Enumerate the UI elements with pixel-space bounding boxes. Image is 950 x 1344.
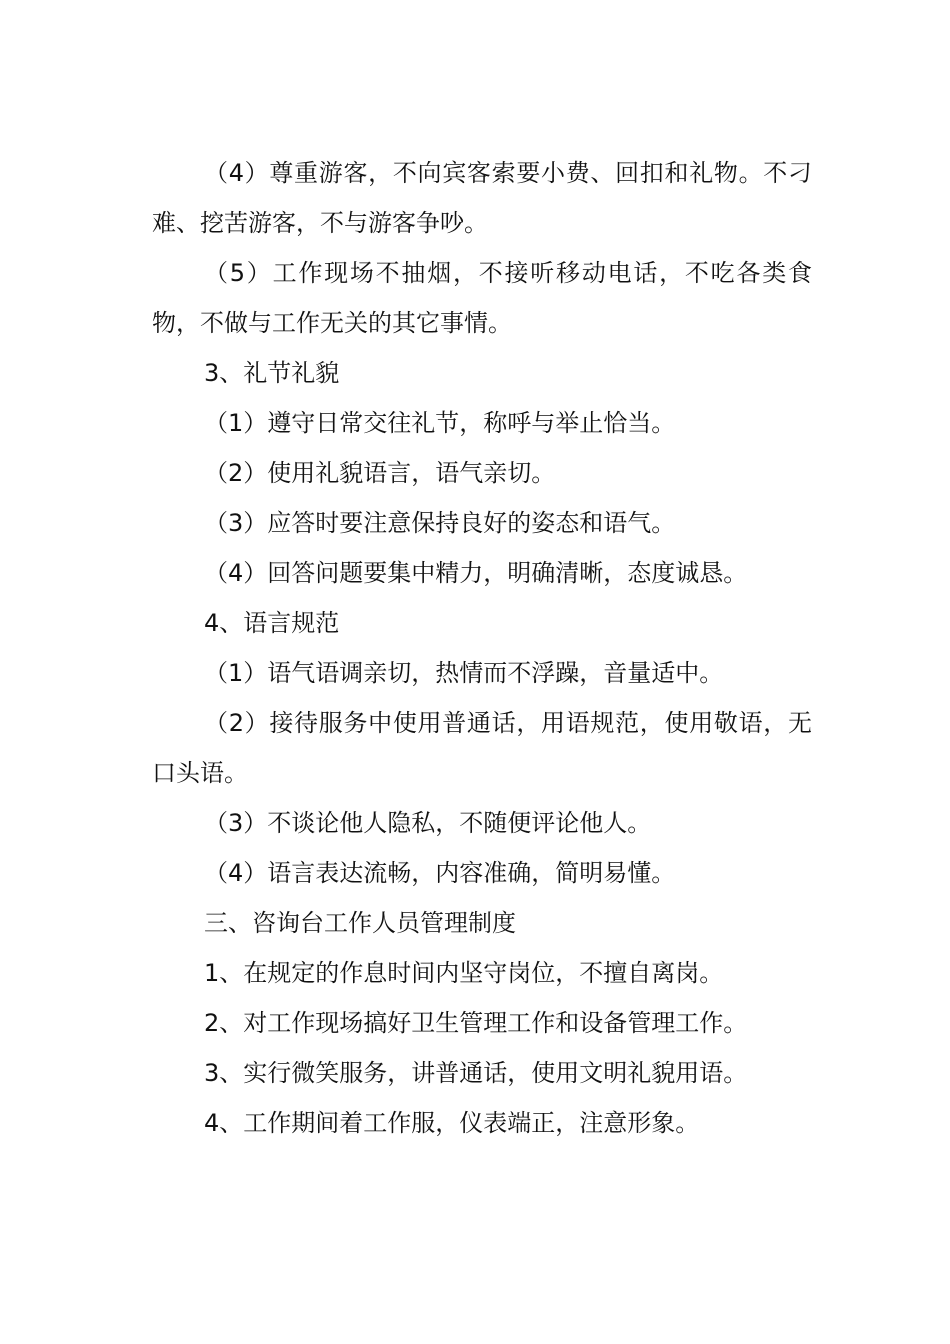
- paragraph-etiquette-2: （2）使用礼貌语言，语气亲切。: [204, 459, 556, 487]
- document-body: [152, 148, 812, 1148]
- paragraph-rule-4-respect-visitors: （4）尊重游客，不向宾客索要小费、回扣和礼物。不刁难、挖苦游客，不与游客争吵。: [152, 159, 812, 237]
- paragraph-language-3: （3）不谈论他人隐私，不随便评论他人。: [204, 809, 652, 837]
- paragraph-language-2: （2）接待服务中使用普通话，用语规范，使用敬语，无口头语。: [152, 709, 812, 787]
- paragraph-etiquette-4: （4）回答问题要集中精力，明确清晰，态度诚恳。: [204, 559, 748, 587]
- paragraph-etiquette-3: （3）应答时要注意保持良好的姿态和语气。: [204, 509, 676, 537]
- paragraph-etiquette-1: （1）遵守日常交往礼节，称呼与举止恰当。: [204, 409, 676, 437]
- section-heading-language: 4、语言规范: [204, 609, 340, 637]
- paragraph-staff-rule-1: 1、在规定的作息时间内坚守岗位，不擅自离岗。: [204, 959, 724, 987]
- paragraph-rule-5-workplace-conduct: （5）工作现场不抽烟，不接听移动电话，不吃各类食物，不做与工作无关的其它事情。: [152, 259, 812, 337]
- paragraph-language-4: （4）语言表达流畅，内容准确，简明易懂。: [204, 859, 676, 887]
- paragraph-staff-rule-4: 4、工作期间着工作服，仪表端正，注意形象。: [204, 1109, 700, 1137]
- section-heading-etiquette: 3、礼节礼貌: [204, 359, 340, 387]
- paragraph-staff-rule-2: 2、对工作现场搞好卫生管理工作和设备管理工作。: [204, 1009, 748, 1037]
- chapter-heading-desk-staff-rules: 三、咨询台工作人员管理制度: [204, 909, 516, 937]
- paragraph-staff-rule-3: 3、实行微笑服务，讲普通话，使用文明礼貌用语。: [204, 1059, 748, 1087]
- paragraph-language-1: （1）语气语调亲切，热情而不浮躁，音量适中。: [204, 659, 724, 687]
